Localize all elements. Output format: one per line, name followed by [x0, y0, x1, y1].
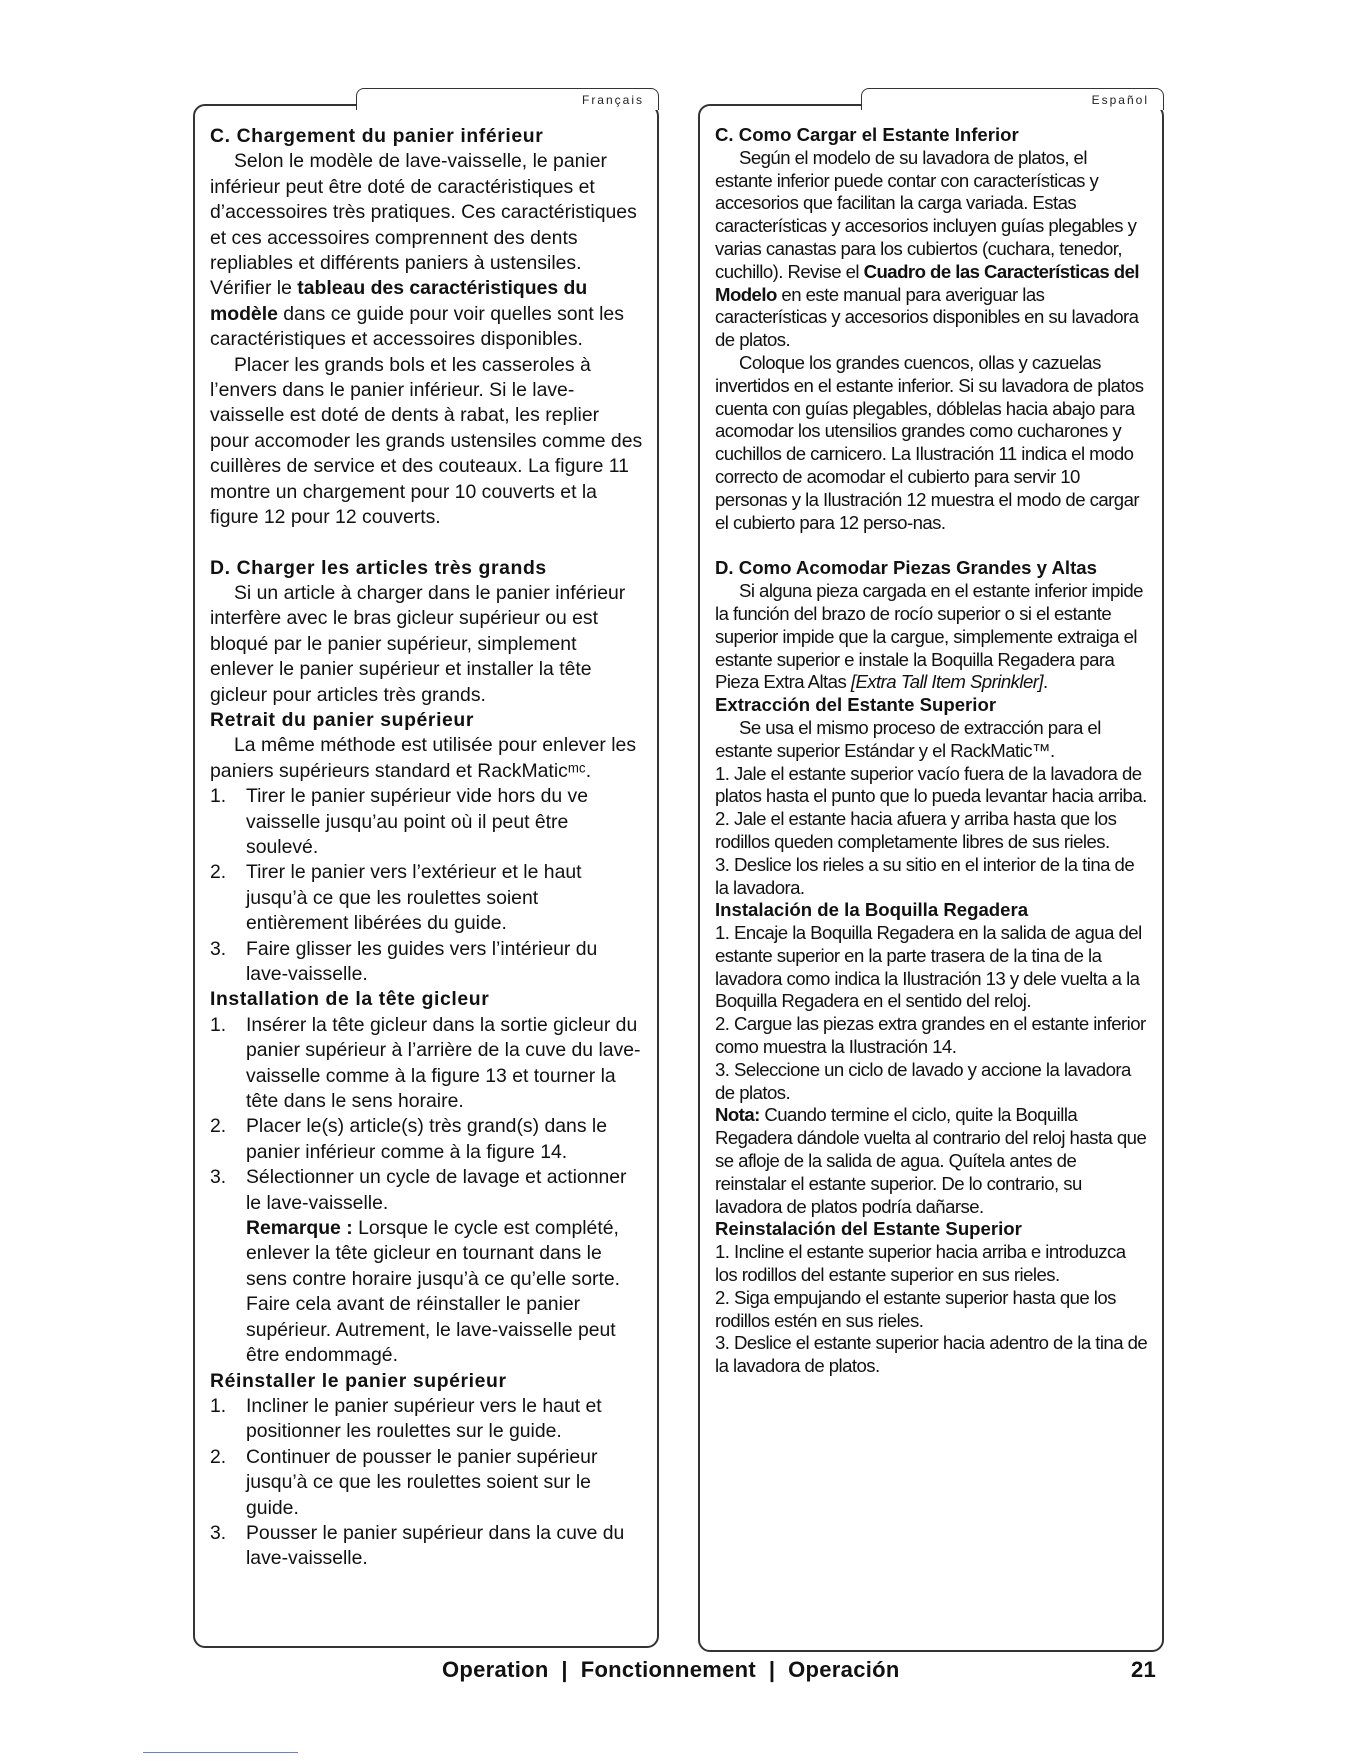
- list-item: 1. Jale el estante superior vacío fuera de la lavadora de platos hasta el punto que lo pueda levantar hacia arriba.: [715, 762, 1147, 807]
- section-c-heading-fr: C. Chargement du panier inférieur: [210, 125, 544, 147]
- section-d-paragraph-fr: Si un article à charger dans le panier inférieur interfère avec le bras gicleur supérieur ou est bloqué par le panier supérieur, simplement enlever le panier supérieur et installer la tête gicleur pour articles très grands.: [210, 581, 626, 706]
- list-item: 1. Incline el estante superior hacia arriba e introduzca los rodillos del estante superior en sus rieles.: [715, 1241, 1126, 1286]
- section-c-paragraph-2-fr: Placer les grands bols et les casseroles à l’envers dans le panier inférieur. Si le lave-vaisselle est doté de dents à rabat, les replier pour accomoder les grands ustensiles comme des cuillères de service et des couteaux. La figure 11 montre un chargement pour 10 couverts et la figure 12 pour 12 couverts.: [210, 353, 643, 529]
- extraccion-list-es: [715, 763, 1148, 900]
- extraccion-paragraph-es: Se usa el mismo proceso de extracción para el estante superior Estándar y el RackMatic™.: [715, 716, 1101, 761]
- retrait-paragraph-fr: La même méthode est utilisée pour enlever les paniers supérieurs standard et RackMaticᵐᶜ.: [210, 734, 637, 782]
- page-footer: [0, 1657, 1361, 1687]
- note-fr: Remarque : Lorsque le cycle est complété, enlever la tête gicleur en tournant dans le sens contre horaire jusqu’à ce qu’elle sorte. Faire cela avant de réinstaller le panier supérieur. Autrement, le lave-vaisselle peut être endommagé.: [246, 1217, 621, 1367]
- section-d-paragraph-es: Si alguna pieza cargada en el estante inferior impide la función del brazo de rocío superior o si el estante superior impide que la cargue, simplemente extraiga el estante superior e instale la Boquilla Regadera para Pieza Extra Altas [Extra Tall Item Sprinkler].: [715, 580, 1143, 693]
- list-item: 1. Incliner le panier supérieur vers le haut et positionner les roulettes sur le guide.: [210, 1394, 602, 1443]
- list-item: 3. Pousser le panier supérieur dans la cuve du lave-vaisselle.: [210, 1521, 625, 1570]
- list-item: 1. Encaje la Boquilla Regadera en la salida de agua del estante superior en la parte trasera de la tina de la lavadora como indica la Ilustración 13 y dele vuelta a la Boquilla Regadera en el sentido del reloj.: [715, 922, 1142, 1012]
- installation-list-fr: [210, 1013, 643, 1216]
- french-column: [193, 93, 659, 1648]
- list-item: 3. Sélectionner un cycle de lavage et actionner le lave-vaisselle.: [210, 1166, 627, 1214]
- list-item: 2. Tirer le panier vers l’extérieur et le haut jusqu’à ce que les roulettes soient entièrement libérées du guide.: [210, 861, 582, 935]
- section-d-heading-es: D. Como Acomodar Piezas Grandes y Altas: [715, 557, 1097, 579]
- section-c-paragraph-1-fr: Selon le modèle de lave-vaisselle, le panier inférieur peut être doté de caractéristiques et d’accessoires très pratiques. Ces caractéristiques et ces accessoires comprennent des dents repliables et différents paniers à ustensiles. Vérifier le tableau des caractéristiques du modèle dans ce guide pour voir quelles sont les caractéristiques et accessoires disponibles.: [210, 150, 637, 351]
- list-item: 2. Jale el estante hacia afuera y arriba hasta que los rodillos queden completamente libres de sus rieles.: [715, 808, 1117, 852]
- section-d-heading-fr: D. Charger les articles très grands: [210, 556, 547, 579]
- list-item: 1. Tirer le panier supérieur vide hors du ve vaisselle jusqu’au point où il peut être soulevé.: [210, 785, 589, 858]
- extraccion-heading-es: Extracción del Estante Superior: [715, 694, 997, 716]
- reinstall-list-fr: [210, 1394, 643, 1572]
- list-item: 3. Deslice los rieles a su sitio en el interior de la tina de la lavadora.: [715, 853, 1135, 898]
- list-item: 2. Placer le(s) article(s) très grand(s) dans le panier inférieur comme à la figure 14.: [210, 1115, 607, 1163]
- list-item: 2. Cargue las piezas extra grandes en el estante inferior como muestra la Ilustración 14.: [715, 1013, 1146, 1058]
- section-c-paragraph-1-es: Según el modelo de su lavadora de platos, el estante inferior puede contar con características y accesorios que facilitan la carga variada. Estas características y accesorios incluyen guías plegables y varias canastas para los cubiertos (cuchara, tenedor, cuchillo). Revise el Cuadro de las Características del Modelo en este manual para averiguar las características y accesorios disponibles en su lavadora de platos.: [715, 146, 1139, 351]
- language-tab-spanish: Español: [861, 88, 1164, 110]
- page-number: 21: [1131, 1657, 1157, 1682]
- list-item: 2. Continuer de pousser le panier supérieur jusqu’à ce que les roulettes soient sur le guide.: [210, 1445, 598, 1519]
- list-item: 1. Insérer la tête gicleur dans la sortie gicleur du panier supérieur à l’arrière de la cuve du lave-vaisselle comme à la figure 13 et tourner la tête dans le sens horaire.: [210, 1013, 641, 1113]
- reinstalacion-heading-es: Reinstalación del Estante Superior: [715, 1218, 1022, 1240]
- list-item: 3. Faire glisser les guides vers l’intérieur du lave-vaisselle.: [210, 937, 598, 985]
- list-item: 2. Siga empujando el estante superior hasta que los rodillos estén en sus rieles.: [715, 1286, 1116, 1331]
- reinstall-heading-fr: Réinstaller le panier supérieur: [210, 1369, 507, 1392]
- language-tab-french: Français: [356, 88, 659, 110]
- bottom-divider: [143, 1752, 298, 1753]
- note-es: Nota: Cuando termine el ciclo, quite la Boquilla Regadera dándole vuelta al contrario del reloj hasta que se afloje de la salida de agua. Quítela antes de reinstalar el estante superior. De lo contrario, su lavadora de platos podría dañarse.: [715, 1104, 1147, 1217]
- spanish-column: [698, 93, 1164, 1652]
- retrait-list-fr: [210, 784, 643, 987]
- list-item: 3. Deslice el estante superior hacia adentro de la tina de la lavadora de platos.: [715, 1332, 1148, 1377]
- installation-heading-fr: Installation de la tête gicleur: [210, 988, 490, 1011]
- list-item: 3. Seleccione un ciclo de lavado y accione la lavadora de platos.: [715, 1058, 1131, 1103]
- reinstalacion-list-es: [715, 1241, 1148, 1378]
- section-c-heading-es: C. Como Cargar el Estante Inferior: [715, 124, 1019, 145]
- section-c-paragraph-2-es: Coloque los grandes cuencos, ollas y cazuelas invertidos en el estante inferior. Si su lavadora de platos cuenta con guías plegables, dóblelas hacia abajo para acomodar los utensilios grandes como cucharones y cuchillos de carnicero. La Ilustración 11 indica el modo correcto de acomodar el cubierto para servir 10 personas y la Ilustración 12 muestra el modo de cargar el cubierto para 12 perso-nas.: [715, 351, 1144, 533]
- instalacion-list-es: [715, 922, 1148, 1104]
- footer-title: Operation | Fonctionnement | Operación: [442, 1657, 900, 1682]
- retrait-heading-fr: Retrait du panier supérieur: [210, 708, 475, 731]
- instalacion-heading-es: Instalación de la Boquilla Regadera: [715, 899, 1029, 921]
